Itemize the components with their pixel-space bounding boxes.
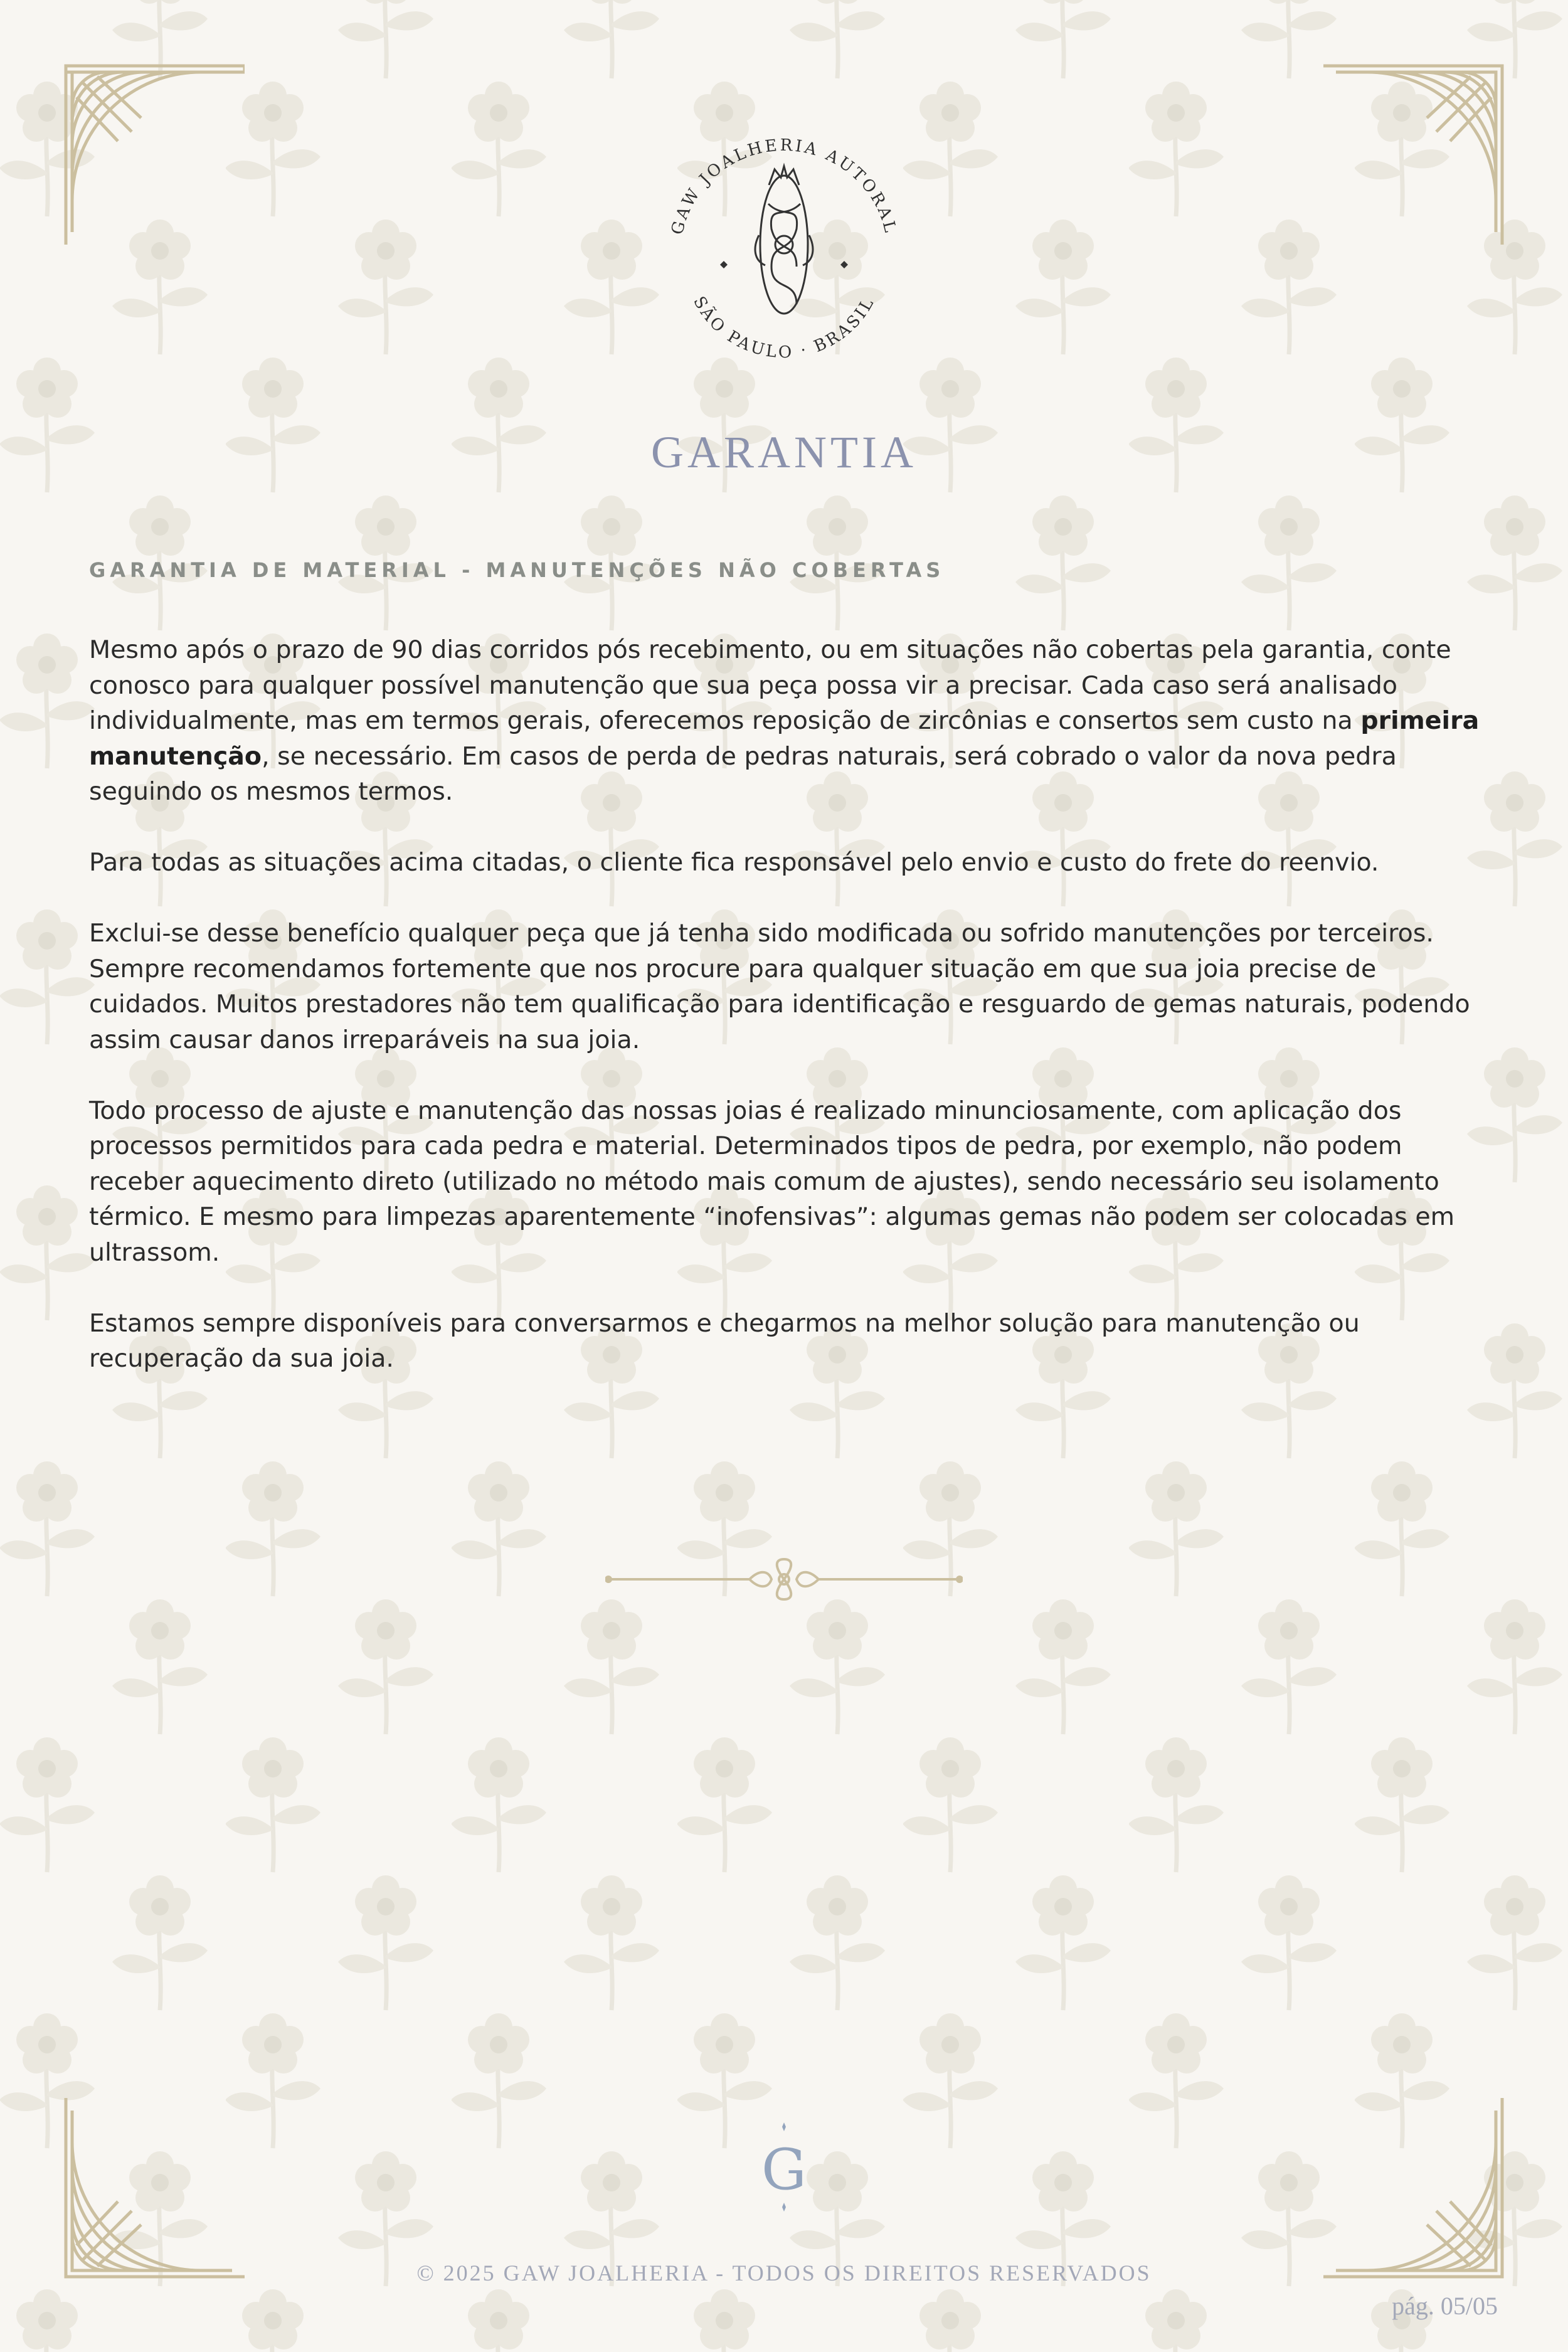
page-title: GARANTIA (651, 427, 917, 477)
corner-ornament-top-left (63, 63, 245, 245)
g-monogram-icon (746, 2120, 822, 2214)
corner-ornament-icon (63, 63, 245, 245)
paragraph-5: Estamos sempre disponíveis para conversarmos e chegarmos na melhor solução para manutenção ou recuperação da sua joia. (89, 1308, 1360, 1373)
flourish-divider (605, 1554, 963, 1604)
body-text (89, 632, 1480, 1412)
section-heading: GARANTIA DE MATERIAL - MANUTENÇÕES NÃO COBERTAS (89, 558, 945, 582)
jewelry-logo-emblem-icon (646, 110, 922, 386)
brand-logo (646, 110, 922, 386)
logo-brand-arc-text: GAW JOALHERIA AUTORAL (667, 135, 901, 237)
paragraph-1-text-end: , se necessário. Em casos de perda de pedras naturais, será cobrado o valor da nova pedra seguindo os mesmos termos. (89, 741, 1397, 806)
monogram-letter: G (761, 2137, 807, 2203)
page-number: pág. 05/05 (1392, 2292, 1498, 2320)
paragraph-4: Todo processo de ajuste e manutenção das nossas joias é realizado minunciosamente, com aplicação dos processos permitidos para cada pedra e material. Determinados tipos de pedra, por exemplo, não podem receber aquecimento direto (utilizado no método mais comum de ajustes), sendo necessário seu isolamento térmico. E mesmo para limpezas aparentemente “inofensivas”: algumas gemas não podem ser colocadas em ultrassom. (89, 1096, 1455, 1267)
corner-ornament-icon (1323, 2098, 1505, 2280)
corner-ornament-top-right (1323, 63, 1505, 245)
logo-location-arc-text: SÃO PAULO · BRASIL (689, 293, 879, 363)
corner-ornament-bottom-left (63, 2098, 245, 2280)
corner-ornament-icon (1323, 63, 1505, 245)
footer-copyright: © 2025 GAW JOALHERIA - TODOS OS DIREITOS RESERVADOS (416, 2260, 1152, 2286)
paragraph-2: Para todas as situações acima citadas, o cliente fica responsável pelo envio e custo do frete do reenvio. (89, 848, 1379, 877)
paragraph-1-text-start: Mesmo após o prazo de 90 dias corridos pós recebimento, ou em situações não cobertas pela garantia, conte conosco para qualquer possível manutenção que sua peça possa vir a precisar. Cada caso será analisado individualmente, mas em termos gerais, oferecemos reposição de zircônias e consertos sem custo na (89, 635, 1451, 735)
paragraph-3: Exclui-se desse benefício qualquer peça que já tenha sido modificada ou sofrido manutenções por terceiros. Sempre recomendamos fortemente que nos procure para qualquer situação em que sua joia precise de cuidados. Muitos prestadores não tem qualificação para identificação e resguardo de gemas naturais, podendo assim causar danos irreparáveis na sua joia. (89, 919, 1470, 1054)
flourish-divider-icon (605, 1554, 963, 1604)
paragraph-1 (89, 632, 1480, 810)
corner-ornament-icon (63, 2098, 245, 2280)
monogram (746, 2120, 822, 2214)
paragraph-1-bold-text: primeira manutenção (89, 706, 1480, 771)
corner-ornament-bottom-right (1323, 2098, 1505, 2280)
